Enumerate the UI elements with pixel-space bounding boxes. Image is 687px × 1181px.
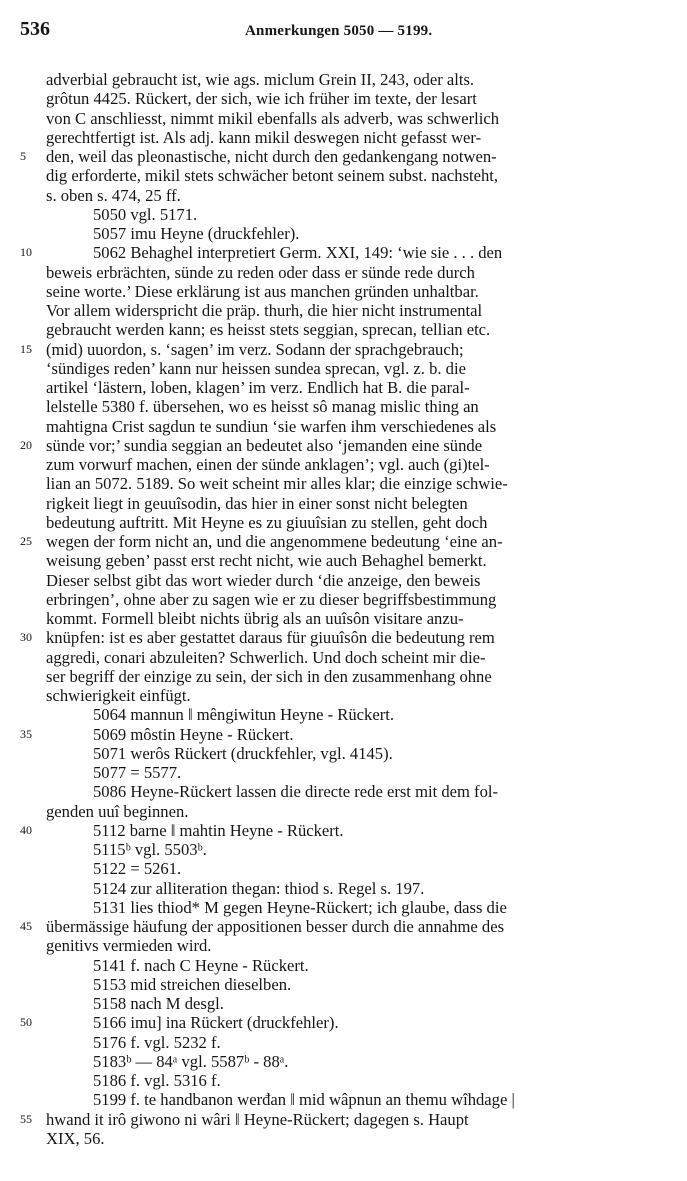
text-line xyxy=(0,109,687,128)
text-line xyxy=(0,205,687,224)
page-number: 536 xyxy=(20,18,50,40)
text-line xyxy=(0,340,687,359)
text-line xyxy=(0,70,687,89)
text-line xyxy=(0,455,687,474)
line-text: aggredi, conari abzuleiten? Schwerlich. Und doch scheint mir die- xyxy=(46,647,486,667)
text-line xyxy=(0,936,687,955)
text-line xyxy=(0,917,687,936)
line-text: 5071 werôs Rückert (druckfehler, vgl. 4145). xyxy=(93,743,393,763)
text-line xyxy=(0,128,687,147)
line-text: ser begriff der einzige zu sein, der sich in den zusammenhang ohne xyxy=(46,666,492,686)
line-text: gerechtfertigt ist. Als adj. kann mikil deswegen nicht gefasst wer- xyxy=(46,127,482,147)
line-text: (mid) uuordon, s. ‘sagen’ im verz. Sodann der sprachgebrauch; xyxy=(46,339,464,359)
line-text: Vor allem widerspricht die präp. thurh, die hier nicht instrumental xyxy=(46,301,483,320)
text-line xyxy=(0,840,687,859)
line-text: 5057 imu Heyne (druckfehler). xyxy=(93,224,300,243)
line-text: sünde vor;’ sundia seggian an bedeutet also ‘jemanden eine sünde xyxy=(46,435,483,455)
text-line xyxy=(0,1052,687,1071)
line-number: 10 xyxy=(20,245,32,260)
line-text: lian an 5072. 5189. So weit scheint mir alles klar; die einzige schwie- xyxy=(46,474,508,494)
text-line xyxy=(0,725,687,744)
text-line xyxy=(0,879,687,898)
line-number: 5 xyxy=(20,149,26,163)
text-line xyxy=(0,571,687,590)
text-line xyxy=(0,436,687,455)
text-line xyxy=(0,994,687,1013)
line-text: bedeutung auftritt. Mit Heyne es zu giuuîsian zu stellen, geht doch xyxy=(46,512,488,532)
line-number: 20 xyxy=(20,437,32,452)
text-line xyxy=(0,263,687,282)
line-text: genitivs vermieden wird. xyxy=(46,936,212,956)
text-line xyxy=(0,224,687,243)
text-line xyxy=(0,359,687,378)
line-text: grôtun 4425. Rückert, der sich, wie ich früher im texte, der lesart xyxy=(46,89,477,109)
line-text: 5158 nach M desgl. xyxy=(93,994,224,1013)
text-line xyxy=(0,763,687,782)
text-line xyxy=(0,1013,687,1032)
text-line xyxy=(0,802,687,821)
text-line xyxy=(0,397,687,416)
line-number: 30 xyxy=(20,630,32,645)
text-line xyxy=(0,301,687,320)
text-line xyxy=(0,513,687,532)
line-text: 5141 f. nach C Heyne - Rückert. xyxy=(93,955,309,975)
text-line xyxy=(0,821,687,840)
text-line xyxy=(0,320,687,339)
line-text: 5115ᵇ vgl. 5503ᵇ. xyxy=(93,840,207,859)
line-text: XIX, 56. xyxy=(46,1128,105,1148)
text-line xyxy=(0,744,687,763)
line-text: wegen der form nicht an, und die angenommene bedeutung ‘eine an- xyxy=(46,532,503,551)
text-line xyxy=(0,859,687,878)
line-text: von C anschliesst, nimmt mikil ebenfalls als adverb, was schwerlich xyxy=(46,108,500,128)
line-text: 5186 f. vgl. 5316 f. xyxy=(93,1071,221,1090)
line-text: 5062 Behaghel interpretiert Germ. XXI, 149: ‘wie sie . . . den xyxy=(93,243,503,263)
line-text: knüpfen: ist es aber gestattet daraus für giuuîsôn die bedeutung rem xyxy=(46,628,495,648)
text-line xyxy=(0,532,687,551)
text-line xyxy=(0,1033,687,1052)
line-number: 55 xyxy=(20,1111,32,1126)
line-number: 25 xyxy=(20,534,32,548)
line-text: übermässige häufung der appositionen besser durch die annahme des xyxy=(46,917,505,936)
line-text: 5086 Heyne-Rückert lassen die directe rede erst mit dem fol- xyxy=(93,782,499,802)
line-text: genden uuî beginnen. xyxy=(46,801,189,821)
line-text: weisung geben’ passt erst recht nicht, wie auch Behaghel bemerkt. xyxy=(46,551,487,571)
line-text: rigkeit liegt in geuuîsodin, das hier in einer sonst nicht belegten xyxy=(46,493,468,513)
line-number: 15 xyxy=(20,341,32,356)
line-text: schwierigkeit einfügt. xyxy=(46,686,191,705)
running-title: Anmerkungen 5050 — 5199. xyxy=(245,23,433,39)
text-line xyxy=(0,1090,687,1109)
line-text: 5199 f. te handbanon werđan ‖ mid wâpnun an themu wîhdage | xyxy=(93,1090,515,1110)
line-text: 5176 f. vgl. 5232 f. xyxy=(93,1032,221,1052)
text-line xyxy=(0,975,687,994)
text-line xyxy=(0,243,687,262)
running-header xyxy=(0,18,687,44)
line-text: 5166 imu] ina Rückert (druckfehler). xyxy=(93,1013,339,1033)
text-line xyxy=(0,378,687,397)
text-line xyxy=(0,667,687,686)
line-text: zum vorwurf machen, einen der sünde anklagen’; vgl. auch (gi)tel- xyxy=(46,455,490,474)
text-line xyxy=(0,898,687,917)
line-text: 5124 zur alliteration thegan: thiod s. Regel s. 197. xyxy=(93,878,425,898)
text-line xyxy=(0,282,687,301)
line-text: Dieser selbst gibt das wort wieder durch ‘die anzeige, den beweis xyxy=(46,570,481,590)
text-line xyxy=(0,1071,687,1090)
line-text: 5183ᵇ — 84ᵃ vgl. 5587ᵇ - 88ᵃ. xyxy=(93,1051,289,1071)
line-text: 5122 = 5261. xyxy=(93,859,182,879)
line-text: 5131 lies thiod* M gegen Heyne-Rückert; ich glaube, dass die xyxy=(93,897,507,917)
text-line xyxy=(0,590,687,609)
line-number: 35 xyxy=(20,726,32,741)
line-text: seine worte.’ Diese erklärung ist aus manchen gründen unhaltbar. xyxy=(46,281,479,301)
line-text: 5050 vgl. 5171. xyxy=(93,204,198,224)
line-text: adverbial gebraucht ist, wie ags. miclum Grein II, 243, oder alts. xyxy=(46,70,475,89)
text-line xyxy=(0,551,687,570)
line-text: 5112 barne ‖ mahtin Heyne - Rückert. xyxy=(93,820,344,840)
line-number: 45 xyxy=(20,919,32,933)
line-text: s. oben s. 474, 25 ff. xyxy=(46,185,181,205)
line-text: den, weil das pleonastische, nicht durch den gedankengang notwen- xyxy=(46,147,497,166)
line-number: 40 xyxy=(20,822,32,837)
text-line xyxy=(0,89,687,108)
text-line xyxy=(0,609,687,628)
text-line xyxy=(0,686,687,705)
line-text: dig erforderte, mikil stets schwächer betont seinem subst. nachsteht, xyxy=(46,166,499,186)
line-text: beweis erbrächten, sünde zu reden oder dass er sünde rede durch xyxy=(46,262,475,282)
line-text: 5153 mid streichen dieselben. xyxy=(93,974,292,994)
text-line xyxy=(0,474,687,493)
line-text: gebraucht werden kann; es heisst stets seggian, sprecan, tellian etc. xyxy=(46,320,491,340)
text-line xyxy=(0,956,687,975)
text-line xyxy=(0,147,687,166)
line-text: artikel ‘lästern, loben, klagen’ im verz. Endlich hat B. die paral- xyxy=(46,378,470,397)
line-text: erbringen’, ohne aber zu sagen wie er zu dieser begriffsbestimmung xyxy=(46,589,497,609)
line-text: 5064 mannun ‖ mêngiwitun Heyne - Rückert. xyxy=(93,705,394,725)
text-line xyxy=(0,628,687,647)
line-text: mahtigna Crist sagdun te sundiun ‘sie warfen ihm verschiedenes als xyxy=(46,416,497,436)
text-line xyxy=(0,417,687,436)
line-text: 5069 môstin Heyne - Rückert. xyxy=(93,724,294,744)
text-line xyxy=(0,782,687,801)
line-text: lelstelle 5380 f. übersehen, wo es heisst sô manag mislic thing an xyxy=(46,397,479,417)
line-number: 50 xyxy=(20,1015,32,1030)
text-line xyxy=(0,1110,687,1129)
text-line xyxy=(0,166,687,185)
line-text: ‘sündiges reden’ kann nur heissen sundea sprecan, vgl. z. b. die xyxy=(46,358,466,378)
line-text: 5077 = 5577. xyxy=(93,763,182,782)
text-line xyxy=(0,1129,687,1148)
text-line xyxy=(0,186,687,205)
text-line xyxy=(0,494,687,513)
text-line xyxy=(0,648,687,667)
annotation-text-block xyxy=(0,70,687,1148)
line-text: hwand it irô giwono ni wâri ‖ Heyne-Rückert; dagegen s. Haupt xyxy=(46,1109,469,1129)
line-text: kommt. Formell bleibt nichts übrig als an uuîsôn visitare anzu- xyxy=(46,609,464,628)
text-line xyxy=(0,705,687,724)
